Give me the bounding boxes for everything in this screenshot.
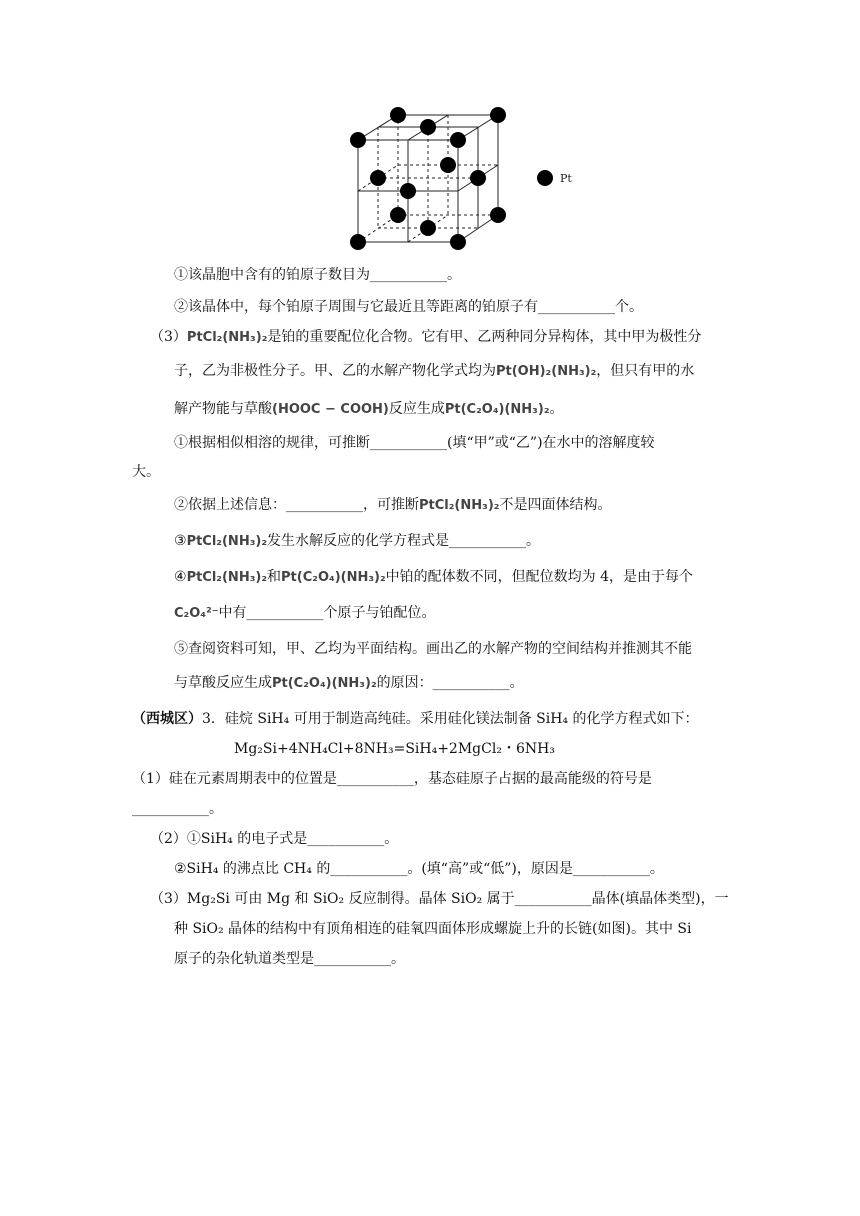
- item5-line2: 与草酸反应生成Pt(C₂O₄)(NH₃)₂的原因：___________。: [174, 675, 524, 691]
- formula-pt-c2o4-nh32: Pt(C₂O₄)(NH₃)₂: [272, 676, 377, 691]
- pt-crystal-structure-figure: [340, 100, 600, 260]
- item1-line1: ①根据相似相溶的规律，可推断___________(填“甲”或“乙”)在水中的溶解度较: [174, 435, 655, 451]
- q3-part1-line2: ___________。: [132, 801, 223, 817]
- q3-part2-line1: （2）①SiH₄ 的电子式是___________。: [150, 831, 399, 847]
- part3-line3: 解产物能与草酸(HOOC − COOH)反应生成Pt(C₂O₄)(NH₃)₂。: [174, 401, 564, 417]
- formula-oxalate-ion: C₂O₄²⁻: [174, 606, 219, 621]
- q3-part2-line2: ②SiH₄ 的沸点比 CH₄ 的___________。(填“高”或“低”)，原因是___________。: [174, 861, 664, 877]
- item5-line1: ⑤查阅资料可知，甲、乙均为平面结构。画出乙的水解产物的空间结构并推测其不能: [174, 641, 692, 657]
- pt-atom-legend-icon: [537, 170, 553, 186]
- formula-pt-oh2-nh32: Pt(OH)₂(NH₃)₂: [496, 364, 597, 379]
- item4-line2: C₂O₄²⁻中有___________个原子与铂配位。: [174, 605, 436, 621]
- q3-part3-line3: 原子的杂化轨道类型是___________。: [174, 951, 405, 967]
- q-pt-atom-count: ①该晶胞中含有的铂原子数目为___________。: [174, 267, 461, 283]
- item4-line1: ④PtCl₂(NH₃)₂和Pt(C₂O₄)(NH₃)₂中铂的配体数不同，但配位数均为 4，是由于每个: [174, 569, 694, 585]
- q3-part1-line1: （1）硅在元素周期表中的位置是___________，基态硅原子占据的最高能级的符号是: [132, 771, 652, 787]
- q-pt-nearest-neighbors: ②该晶体中，每个铂原子周围与它最近且等距离的铂原子有___________个。: [174, 299, 643, 315]
- item2: ②依据上述信息：___________，可推断PtCl₂(NH₃)₂不是四面体结构。: [174, 497, 612, 513]
- item3: ③PtCl₂(NH₃)₂发生水解反应的化学方程式是___________。: [174, 533, 541, 549]
- part3-line1: （3）PtCl₂(NH₃)₂是铂的重要配位化合物。它有甲、乙两种同分异构体，其中甲为极性分: [150, 329, 702, 345]
- q3-intro: （西城区）3．硅烷 SiH₄ 可用于制造高纯硅。采用硅化镁法制备 SiH₄ 的化学方程式如下：: [132, 711, 699, 727]
- q3-part3-line2: 种 SiO₂ 晶体的结构中有顶角相连的硅氧四面体形成螺旋上升的长链(如图)。其中 Si: [174, 921, 692, 937]
- formula-ptcl2nh32: PtCl₂(NH₃)₂: [186, 330, 268, 345]
- q3-part3-line1: （3）Mg₂Si 可由 Mg 和 SiO₂ 反应制得。晶体 SiO₂ 属于___________晶体(填晶体类型)，一: [150, 891, 729, 907]
- formula-pt-c2o4-nh32: Pt(C₂O₄)(NH₃)₂: [281, 570, 386, 585]
- region-label: （西城区）: [132, 711, 202, 727]
- item1-line2: 大。: [132, 464, 160, 480]
- q3-equation: Mg₂Si+4NH₄Cl+8NH₃=SiH₄+2MgCl₂・6NH₃: [234, 741, 555, 757]
- formula-ptcl2nh32: PtCl₂(NH₃)₂: [186, 570, 268, 585]
- formula-ptcl2nh32: PtCl₂(NH₃)₂: [186, 534, 268, 549]
- part3-line2: 子，乙为非极性分子。甲、乙的水解产物化学式均为Pt(OH)₂(NH₃)₂，但只有甲的水: [174, 363, 695, 379]
- formula-ptcl2nh32: PtCl₂(NH₃)₂: [419, 498, 500, 513]
- formula-oxalic-acid: (HOOC − COOH): [272, 402, 389, 417]
- formula-pt-c2o4-nh32: Pt(C₂O₄)(NH₃)₂: [444, 402, 550, 417]
- pt-legend-label: Pt: [560, 172, 572, 185]
